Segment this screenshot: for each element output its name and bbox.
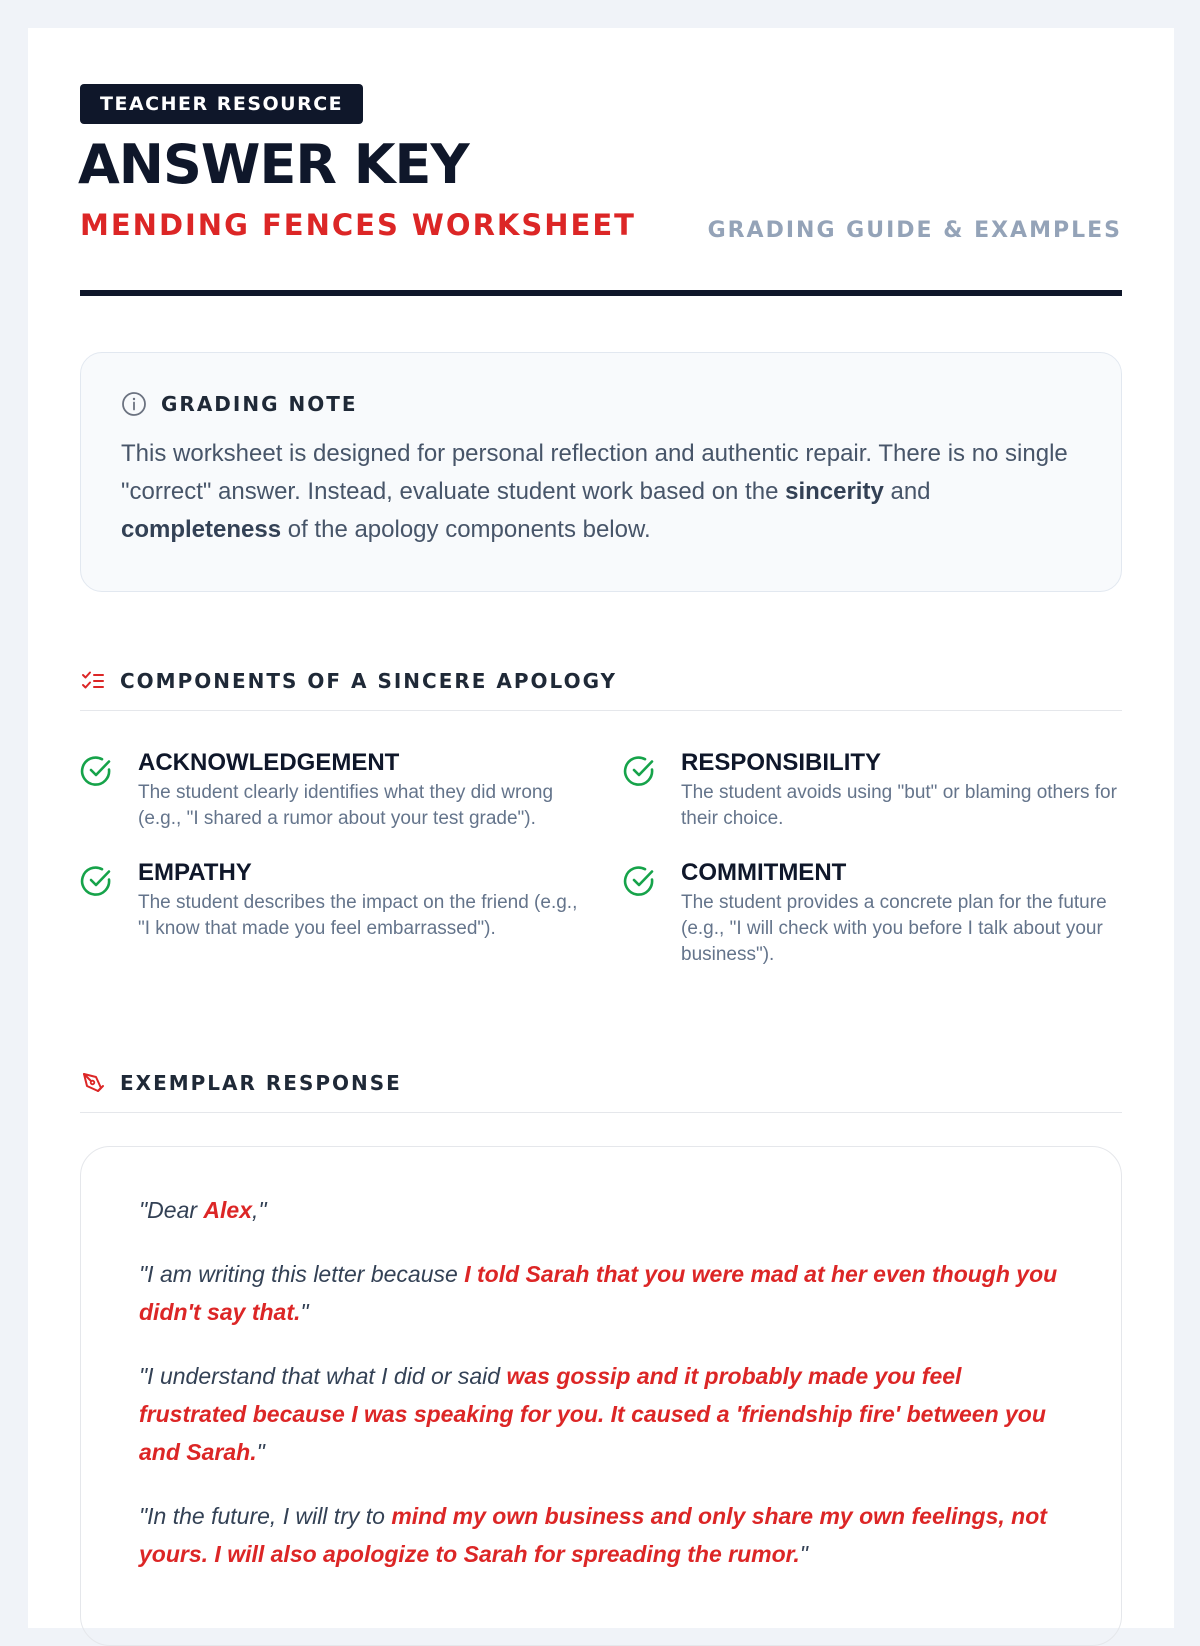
component-body <box>681 748 1122 832</box>
component-description: The student clearly identifies what they did wrong (e.g., "I shared a rumor about your test grade"). <box>138 782 554 829</box>
note-bold-completeness: completeness <box>121 516 282 543</box>
pen-icon <box>80 1070 106 1096</box>
component-title: COMMITMENT <box>681 859 847 886</box>
grading-guide-tagline: GRADING GUIDE & EXAMPLES <box>707 218 1122 243</box>
letter-text: " <box>799 1541 808 1567</box>
grading-note-header <box>121 389 1081 419</box>
checklist-icon <box>80 668 106 694</box>
worksheet-subtitle: MENDING FENCES WORKSHEET <box>80 208 636 242</box>
letter-text: "Dear <box>139 1197 204 1223</box>
component-description: The student provides a concrete plan for the future (e.g., "I will check with you before I talk about your business"). <box>681 892 1107 965</box>
components-column-left <box>80 748 579 968</box>
exemplar-commitment <box>139 1497 1063 1573</box>
note-text-part: This worksheet is designed for personal reflection and authentic repair. There is no single "correct" answer. Instead, evaluate student work based on the <box>121 440 1068 505</box>
grading-note-text <box>121 435 1081 549</box>
letter-highlight: mind my own business and only share my own feelings, not yours. I will also apologize to Sarah for spreading the rumor. <box>139 1503 1047 1567</box>
header-divider <box>80 290 1122 296</box>
page-title: ANSWER KEY <box>78 133 469 196</box>
worksheet-page <box>28 28 1174 1628</box>
letter-highlight: was gossip and it probably made you feel frustrated because I was speaking for you. It caused a 'friendship fire' between you and Sarah. <box>139 1363 1046 1465</box>
exemplar-heading: EXEMPLAR RESPONSE <box>120 1071 402 1095</box>
note-text-part: and <box>883 478 931 505</box>
note-text-part: of the apology components below. <box>281 516 651 543</box>
exemplar-section-header <box>80 1066 1122 1113</box>
components-column-right <box>623 748 1122 968</box>
letter-text: "I am writing this letter because <box>139 1261 465 1287</box>
exemplar-empathy <box>139 1357 1063 1471</box>
letter-highlight: I told Sarah that you were mad at her even though you didn't say that. <box>139 1261 1058 1325</box>
grading-note-heading: GRADING NOTE <box>161 392 358 416</box>
components-grid <box>80 748 1122 968</box>
component-body <box>138 748 579 832</box>
component-title: EMPATHY <box>138 859 252 886</box>
letter-text: "In the future, I will try to <box>139 1503 392 1529</box>
component-title: ACKNOWLEDGEMENT <box>138 749 400 776</box>
grading-note-card <box>80 352 1122 592</box>
check-circle-icon <box>623 864 657 898</box>
teacher-resource-badge: TEACHER RESOURCE <box>80 84 363 124</box>
component-acknowledgement <box>80 748 579 832</box>
letter-text: "I understand that what I did or said <box>139 1363 507 1389</box>
note-bold-sincerity: sincerity <box>785 478 884 505</box>
check-circle-icon <box>80 864 114 898</box>
components-section-header <box>80 664 1122 711</box>
exemplar-greeting <box>139 1191 1063 1229</box>
component-description: The student describes the impact on the friend (e.g., "I know that made you feel embarrassed"). <box>138 892 578 939</box>
letter-text: " <box>300 1299 309 1325</box>
component-empathy <box>80 858 579 942</box>
check-circle-icon <box>623 754 657 788</box>
component-description: The student avoids using "but" or blaming others for their choice. <box>681 782 1117 829</box>
info-icon <box>121 391 147 417</box>
component-commitment <box>623 858 1122 968</box>
letter-highlight: Alex <box>203 1197 253 1223</box>
letter-text: " <box>256 1439 265 1465</box>
exemplar-letter-card <box>80 1146 1122 1646</box>
exemplar-acknowledgement <box>139 1255 1063 1331</box>
component-responsibility <box>623 748 1122 832</box>
components-heading: COMPONENTS OF A SINCERE APOLOGY <box>120 669 618 693</box>
letter-text: ," <box>252 1197 267 1223</box>
check-circle-icon <box>80 754 114 788</box>
component-body <box>138 858 579 942</box>
component-title: RESPONSIBILITY <box>681 749 882 776</box>
component-body <box>681 858 1122 968</box>
